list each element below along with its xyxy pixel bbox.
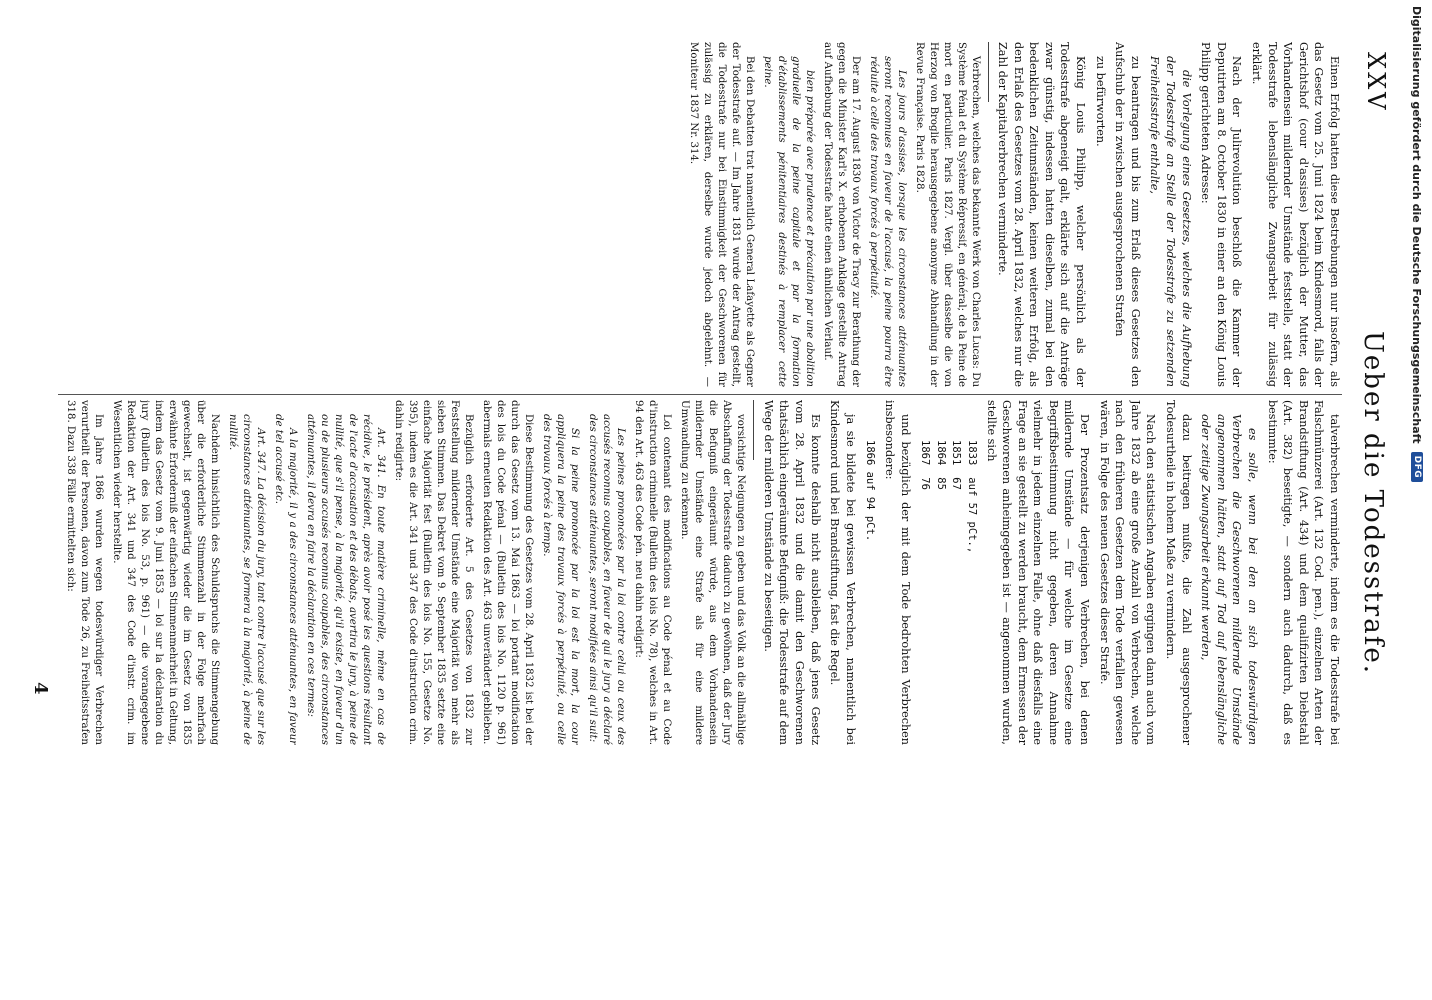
signature-marker: 4: [30, 682, 51, 695]
paragraph: ja sie bildete bei gewissen Verbrechen, namentlich bei Kindesmord und bei Brandstiftung, fast die Regel.: [828, 400, 857, 745]
footnote-quote: Art. 347. La décision du jury, tant contre l'accusé que sur les circonstances atténuantes, se formera à la majorité, à peine de nullité.: [227, 414, 267, 745]
paragraph: zu befürworten.: [1093, 56, 1107, 147]
footnote: Diese Bestimmung des Gesetzes vom 28. April 1832 ist bei der durch das Gesetz vom 13. Mai 1863 — loi portant modification des lois du Code pénal — (Bulletin des lois No. 1120 p. 961) abermals erneuten Redaktion des Art. 463 unverändert geblieben.: [481, 400, 535, 745]
stats-row: 1864 85: [934, 440, 947, 490]
footnote: Bei den Debatten trat namentlich General Lafayette als Gegner der Todesstrafe auf. — Im Jahre 1831 wurde der Antrag gestellt, die Todesstrafe nur bei Einstimmigkeit der Geschworenen für zulässig zu erklären, derselbe wurde jedoch abgelehnt. — Moniteur 1837 Nr. 314.: [687, 42, 755, 387]
column-left: [48, 42, 1342, 387]
footnote-quote: Les peines prononcées par la loi contre celui ou ceux des accusés reconnus coupables, en faveur de qui le jury a déclaré des circonstances atténuantes, seront modifiées ainsi qu'il suit:: [587, 414, 627, 745]
footnote-quote: A la majorité, il y a des circonstances atténuantes, en faveur de tel accusé etc.: [273, 414, 299, 745]
stats-row: 1867 76: [919, 440, 932, 490]
column-right: [48, 400, 1342, 745]
paragraph: zu beantragen und bis zum Erlaß dieses Gesetzes den Aufschub der in zwischen ausgesprochenen Strafen: [1113, 42, 1142, 387]
quoted-provision: es solle, wenn bei den an sich todeswürdigen Verbrechen die Geschworenen mildernde Umstände angenommen hätten, statt auf Tod auf lebenslängliche oder zeitige Zwangsarbeit erkannt werden,: [1199, 414, 1260, 745]
paragraph: König Louis Philipp, welcher persönlich als der Todesstrafe abgeneigt galt, erklärte sich auf die Anträge zwar günstig, indessen hatten dieselben, zumal bei den bedenklichen Zeitumständen, keinen weiteren Erfolg, als den Erlaß des Gesetzes vom 28. April 1832, welches nur die Zahl der Kapitalverbrechen verminderte.: [996, 42, 1088, 387]
footnote-separator: [753, 400, 754, 460]
column-divider: [58, 394, 1342, 395]
quoted-resolution: die Vorlegung eines Gesetzes, welches die Aufhebung der Todesstrafe an Stelle der Todesstrafe zu setzenden Freiheitsstrafe enthalte,: [1148, 56, 1193, 387]
footnote: Loi contenant des modifications au Code pénal et au Code d'instruction criminelle (Bulletin des lois No. 78), welches in Art. 94 den Art. 463 des Code pén. neu dahin redigirt:: [633, 400, 673, 745]
statistics-special: 1866 auf 94 pCt.: [864, 440, 877, 542]
footnote: vorsichtige Neigungen zu geben und das Volk an die allmählige Abschaffung der Todesstrafe dadurch zu gewöhnen, daß der Jury die Befugniß eingeräumt würde, aus dem Vorhandensein mildernder Umstände eine Strafe als für eine mildere Umwandlung zu erkennen.: [679, 400, 747, 745]
paragraph: Es konnte deshalb nicht ausbleiben, daß jenes Gesetz vom 28. April 1832 und die damit den Geschworenen thatsächlich eingeräumte Befugniß: die Todesstrafe auf dem Wege der milderen Umstände zu beseitigen.: [761, 400, 822, 745]
paragraph: Der Prozentsatz derjenigen Verbrechen, bei denen mildernde Umstände — für welche im Gesetze eine Begriffsbestimmung nicht gegeben, deren Annahme vielmehr in jedem einzelnen Falle, ohne daß diesfalls eine Frage an sie gestellt zu werden braucht, dem Ermessen der Geschworenen anheimgegeben ist — angenommen wurden, stellte sich: [984, 400, 1092, 745]
footnote: Verbrechen, welches das bekannte Werk von Charles Lucas: Du Système Pénal et du Système Répressif, en général; de la Peine de mort en particulier. Paris 1827. Vergl. über dasselbe die von Herzog von Broglie herausgegebene anonyme Abhandlung in der Revue Française. Paris 1828.: [913, 42, 981, 387]
footnote: Der am 17. August 1830 von Victor de Tracy zur Berathung der gegen die Minister Karl's X. erhobenen Anklage gestellte Antrag auf Aufhebung der Todesstrafe hatte einen ähnlichen Verlauf.: [821, 42, 861, 387]
paragraph: Nach der Julirevolution beschloß die Kammer der Deputirten am 8. October 1830 in einer an den König Louis Philipp gerichteten Adresse:: [1199, 42, 1244, 387]
footnote: Nachdem hinsichtlich des Schuldspruchs die Stimmengebung über die erforderliche Stimmenzahl in der Folge mehrfach gewechselt, ist gegenwärtig wieder die im Gesetz von 1835 erwähnte Erforderniß der einfachen Stimmenmehrheit in Geltung, indem das Gesetz vom 9. Juni 1853 — loi sur la déclaration du jury (Bulletin des lois No. 53, p. 961) — die vorangegebene Redaktion der Art. 341 und 347 des Code d'instr. crim. im Wesentlichen wieder herstellte.: [111, 400, 221, 745]
footnote-quote: bien préparée avec prudence et précaution par une abolition graduelle de la peine capitale et par la formation d'établissements pénitentiaires destinés à remplacer cette peine.: [761, 56, 815, 387]
paragraph: und bezüglich der mit dem Tode bedrohten Verbrechen insbesondere:: [882, 400, 912, 745]
dfg-logo: DFG: [1411, 452, 1423, 483]
footnote-separator: [988, 42, 989, 102]
paragraph: talverbrechen verminderte, indem es die Todesstrafe bei Falschmünzerei (Art. 132 Cod. pen.), einzelnen Arten der Brandstiftung (Art. 434) und dem qualifizirten Diebstahl (Art. 382) beseitigte, — sondern auch dadurch, daß es bestimmte:: [1265, 400, 1341, 745]
document-sheet: [28, 42, 1412, 964]
footnote-quote: Les jours d'assises, lorsque les circonstances atténuantes seront reconnues en faveur de l'accusé, la peine pourra être réduite à celle des travaux forcés à perpétuité.: [867, 56, 907, 387]
footnote-quote: Si la peine prononcée par la loi est la mort, la cour appliquera la peine des travaux forcés à perpétuité, ou celle des travaux forcés à temps.: [541, 414, 581, 745]
footnote: Im Jahre 1866 wurden wegen todeswürdiger Verbrechen verurtheilt der Personen, davon zum Tode 26, zu Freiheitsstrafen 318. Dazu 338 Fälle ermittelten sich:: [65, 400, 105, 745]
stats-row: 1833 auf 57 pCt.,: [965, 440, 978, 554]
paragraph: Nach den statistischen Angaben ergingen dann auch vom Jahre 1832 ab eine große Anzahl von Verbrechen, welche nach den früheren Gesetzen dem Tode verfallen gewesen wären, in Folge des neuen Gesetzes dieser Strafe.: [1097, 400, 1158, 745]
credit-text: Digitalisierung gefördert durch die Deutsche Forschungsgemeinschaft: [1410, 6, 1424, 444]
statistics-list: [917, 440, 979, 745]
stats-row: 1851 67: [950, 440, 963, 490]
footnote: Bezüglich erforderte Art. 5 des Gesetzes von 1832 zur Feststellung mildernder Umstände eine Majorität von mehr als sieben Stimmen. Das Dekret vom 9. September 1835 setzte eine einfache Majorität fest (Bulletin des lois No. 155, Gesetze No. 395), indem es die Art. 341 und 347 des Code d'instruction crim. dahin redigirte:: [393, 400, 475, 745]
page-title: Ueber die Todesstrafe.: [1358, 331, 1388, 675]
page-number: XXV: [1362, 52, 1390, 113]
paragraph: dazu beitragen mußte, die Zahl ausgesprochener Todesurtheile in hohem Maße zu vermindern.: [1164, 400, 1193, 745]
page-header: [1352, 42, 1394, 964]
paragraph: Einen Erfolg hatten diese Bestrebungen nur insofern, als das Gesetz vom 25. Juni 1824 beim Kindesmord, falls der Gerichtshof (cour d'assises) bezüglich der Mutter, das Vorhandensein mildernder Umstände feststelle, statt der Todesstrafe lebenslängliche Zwangsarbeit für zulässig erklärt.: [1250, 42, 1341, 387]
footnote-quote: Art. 341. En toute matière criminelle, même en cas de récidive, le président, après avoir posé les questions résultant de l'acte d'accusation et des débats, avertira le jury, à peine de nullité, que s'il pense, à la majorité, qu'il existe, en faveur d'un ou de plusieurs accusés reconnus coupables, des circonstances atténuantes, il devra en faire la déclaration en ces termes:: [305, 414, 387, 745]
